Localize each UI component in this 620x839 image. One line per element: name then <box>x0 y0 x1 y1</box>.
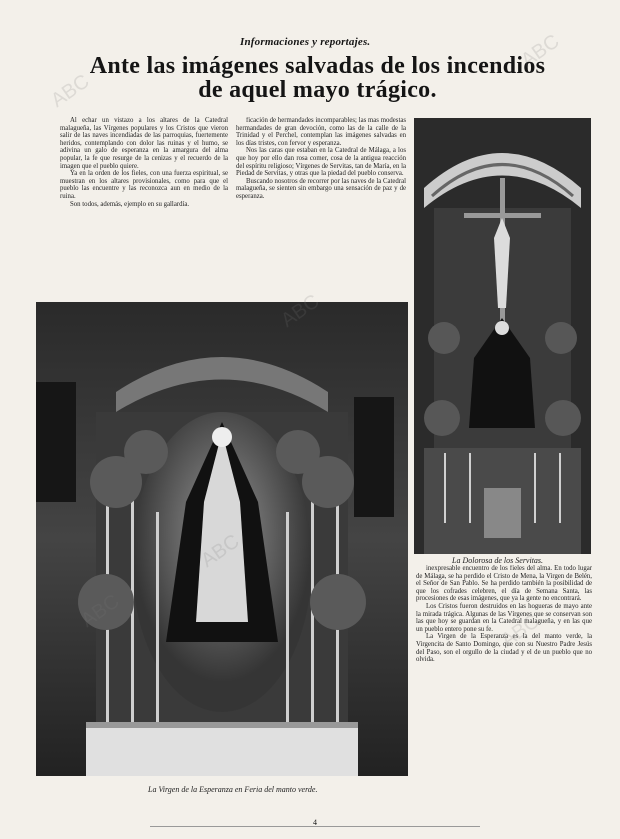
paragraph: Son todos, además, ejemplo en su gallardía. <box>70 200 190 208</box>
paragraph: Buscando nosotros de recorrer por las naves de la Catedral malagueña, se sienten sin embargo una sensación de paz y de esperanza. <box>236 177 406 200</box>
page-number: 4 <box>313 818 317 827</box>
paragraph: inexpresable encuentro de los fieles del alma. En todo lugar de Málaga, se ha perdido el Cristo de Mena, la Virgen de Belén, el Señor de San Pablo. Se ha perdido también la posibilidad de que los cofrades celebren, el día de Semana Santa, las procesiones de esas imágenes, que ya la gente no encontrará. <box>416 565 592 603</box>
watermark: ABC <box>517 30 564 72</box>
paragraph: Nos las caras que estaban en la Catedral de Málaga, a los que hoy por ello dan rosa comer, cosa de la antigua reacción del espíritu religioso; Vírgenes de Servitas, tan de María, en la Piedad de Servitas, y otras que la piedad del pueblo conserva. <box>236 147 406 178</box>
paragraph: ficación de hermandades incomparables; las mas modestas hermandades de gran devoción, como las de la calle de la Trinidad y el Perchel, contemplan las imágenes salvadas en los días tristes, con fervor y esperanza. <box>236 117 406 147</box>
watermark: ABC <box>277 290 324 332</box>
text-column-middle <box>236 117 406 295</box>
paragraph: Al echar un vistazo a los altares de la Catedral malagueña, las Vírgenes populares y los Cristos que vieron salir de las naves incendiadas de las parroquias, fuertemente heridos, contemplando con dolor las ruinas y el humo, se adivina un galo de esperanza en la amargura del alma popular, la fe que resurge de la cenizas y el recuerdo de la imagen que el pueblo quiere. <box>60 117 228 170</box>
photo-dolorosa-servitas-image <box>414 118 591 554</box>
text-column-left <box>60 117 228 295</box>
watermark: ABC <box>197 530 244 572</box>
caption-servitas: La Dolorosa de los Servitas. <box>452 556 544 565</box>
caption-esperanza: La Virgen de la Esperanza en Feria del manto verde. <box>148 785 318 794</box>
paragraph: Ya en la orden de los fieles, con una fuerza espiritual, se muestran en los altares provisionales, como para que el pueblo las encuentre y las reconozca aun en medio de la ruina. <box>60 170 228 200</box>
headline <box>45 54 590 102</box>
watermark: ABC <box>47 70 94 112</box>
photo-dolorosa-servitas <box>414 118 591 554</box>
text-column-right <box>416 565 592 810</box>
watermark: ABC <box>497 610 544 652</box>
headline-line-2: de aquel mayo trágico. <box>198 77 437 103</box>
paragraph: La Virgen de la Esperanza es la del manto verde, la Virgencita de Santo Domingo, que con su Nuestro Padre Jesús del Paso, son el orgullo de la ciudad y el de un pueblo que no olvida. <box>416 633 592 664</box>
paragraph: Los Cristos fueron destruidos en las hogueras de mayo ante la mirada trágica. Algunas de las Vírgenes que se conservan son las que hoy se guardan en la Catedral malagueña, y en las que un pueblo entero pone su fe. <box>416 602 592 633</box>
section-kicker: Informaciones y reportajes. <box>240 36 371 48</box>
watermark: ABC <box>77 590 124 632</box>
headline-line-1: Ante las imágenes salvadas de los incendios <box>89 53 546 79</box>
